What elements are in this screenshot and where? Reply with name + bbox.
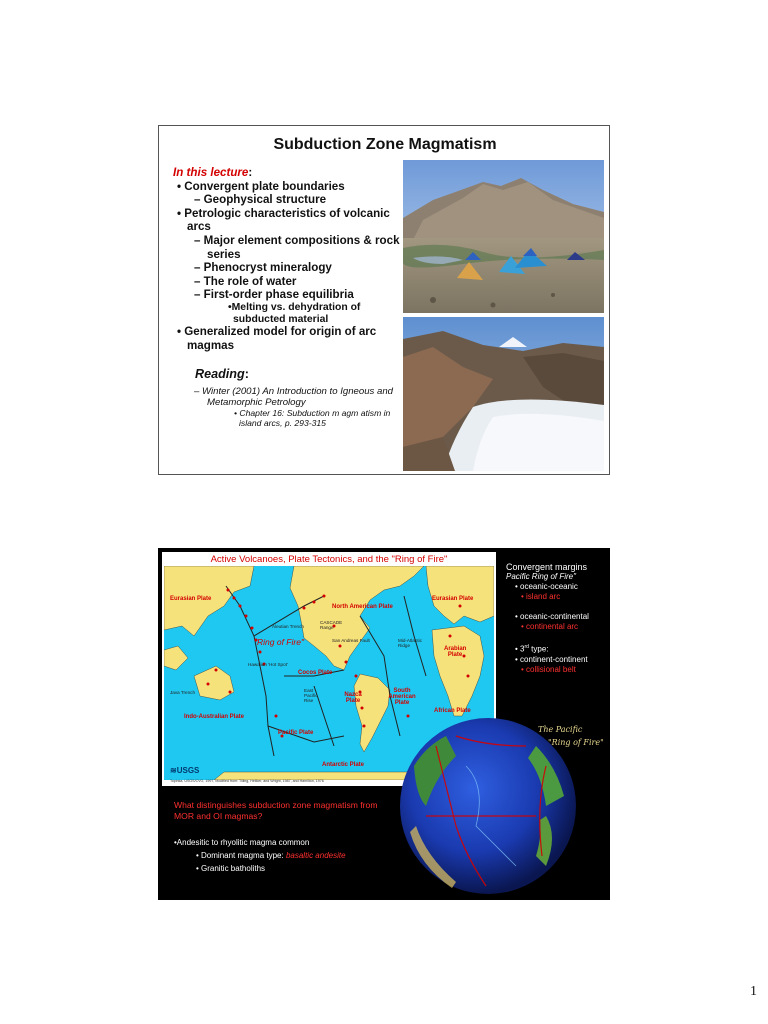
label-african: African Plate bbox=[434, 708, 471, 714]
label-south-american: South American Plate bbox=[388, 688, 416, 706]
map-credit: Topinka, USGS/CVO, 1997, Modified from: Tilling, Heliker, and Wright, 1987, and Hamilton, 1976 bbox=[170, 779, 324, 783]
globe-caption-line1: The Pacific bbox=[538, 725, 583, 734]
sub-water: – The role of water bbox=[194, 274, 297, 288]
intro-heading bbox=[173, 166, 405, 180]
globe-caption bbox=[538, 723, 604, 749]
slide-title: Subduction Zone Magmatism bbox=[273, 136, 497, 153]
item-island-arc: • island arc bbox=[521, 592, 561, 601]
globe-caption-line2: "Ring of Fire" bbox=[548, 738, 604, 747]
bullet-petrologic: • Petrologic characteristics of volcanic arcs bbox=[177, 206, 390, 234]
label-aleutian: Aleutian Trench bbox=[272, 624, 304, 629]
bullet-model: • Generalized model for origin of arc magmas bbox=[177, 325, 377, 352]
intro-text: In this lecture bbox=[173, 166, 249, 179]
label-ring-of-fire: "Ring of Fire" bbox=[254, 637, 304, 647]
item-oceanic-oceanic: • oceanic-oceanic bbox=[515, 582, 578, 591]
label-cascade: CASCADE Range bbox=[320, 620, 343, 630]
sub-geophysical: – Geophysical structure bbox=[194, 193, 327, 207]
label-cocos: Cocos Plate bbox=[298, 670, 333, 676]
reading-winter: – Winter (2001) An Introduction to Igneous and Metamorphic Petrology bbox=[194, 385, 394, 408]
usgs-logo: ≋USGS bbox=[170, 766, 200, 775]
item-third-type bbox=[503, 642, 607, 655]
reading-text: Reading bbox=[195, 367, 245, 382]
third-type-suffix: type: bbox=[528, 644, 549, 654]
reading-colon: : bbox=[244, 367, 249, 382]
label-north-american: North American Plate bbox=[332, 604, 393, 610]
label-java: Java Trench bbox=[170, 690, 196, 695]
page-number: 1 bbox=[750, 984, 757, 999]
item-collisional-belt: • collisional belt bbox=[521, 664, 576, 674]
label-pacific: Pacific Plate bbox=[278, 730, 314, 736]
item-oceanic-continental: • oceanic-continental bbox=[515, 612, 589, 621]
slide-2 bbox=[158, 548, 610, 900]
tents-photo bbox=[403, 160, 604, 313]
sub-melting: •Melting vs. dehydration of subducted material bbox=[228, 301, 361, 325]
label-antarctic: Antarctic Plate bbox=[322, 762, 365, 768]
question-text: What distinguishes subduction zone magmatism from MOR and OI magmas? bbox=[174, 800, 378, 821]
label-east-pacific: East Pacific Rise bbox=[304, 688, 318, 703]
answer-dominant bbox=[174, 849, 394, 862]
label-san-andreas: San Andreas Fault bbox=[332, 638, 370, 643]
label-eurasian-west: Eurasian Plate bbox=[170, 596, 212, 602]
label-nazca: Nazca Plate bbox=[344, 692, 362, 704]
label-mid-atlantic: Mid-Atlantic Ridge bbox=[398, 638, 422, 648]
bullet-convergent: • Convergent plate boundaries bbox=[177, 179, 345, 193]
reading-heading bbox=[173, 368, 405, 382]
sub-major-element: – Major element compositions & rock series bbox=[194, 233, 400, 261]
label-indo-australian: Indo-Australian Plate bbox=[184, 714, 245, 720]
map-title: Active Volcanoes, Plate Tectonics, and the "Ring of Fire" bbox=[210, 554, 448, 565]
volcano-crater-photo bbox=[403, 317, 604, 471]
answer-list bbox=[174, 836, 394, 875]
dominant-type: basaltic andesite bbox=[285, 851, 346, 860]
lecture-outline bbox=[173, 166, 405, 428]
label-eurasian-east: Eurasian Plate bbox=[432, 596, 474, 602]
pacific-ring-subheading: Pacific Ring of Fire" bbox=[506, 572, 576, 581]
item-continental-arc: • continental arc bbox=[521, 622, 579, 631]
label-arabian: Arabian Plate bbox=[444, 646, 467, 658]
intro-colon: : bbox=[248, 166, 253, 179]
answer-batholiths: • Granitic batholiths bbox=[196, 864, 266, 873]
answer-andesitic: •Andesitic to rhyolitic magma common bbox=[174, 838, 310, 847]
convergent-heading: Convergent margins bbox=[506, 562, 588, 572]
slide-1 bbox=[158, 125, 610, 475]
sub-phenocryst: – Phenocryst mineralogy bbox=[194, 261, 332, 275]
item-continent-continent: • continent-continent bbox=[515, 654, 588, 664]
dominant-prefix: • Dominant magma type: bbox=[196, 851, 286, 860]
reading-chapter: • Chapter 16: Subduction m agm atism in island arcs, p. 293-315 bbox=[234, 407, 391, 428]
sub-phase-equilibria: – First-order phase equilibria bbox=[194, 288, 354, 302]
third-type-prefix: • 3 bbox=[515, 644, 525, 654]
convergent-margins-list bbox=[503, 562, 607, 675]
third-type-sup: rd bbox=[524, 644, 529, 650]
label-hawaiian: Hawaiian 'Hot Spot' bbox=[248, 662, 288, 667]
